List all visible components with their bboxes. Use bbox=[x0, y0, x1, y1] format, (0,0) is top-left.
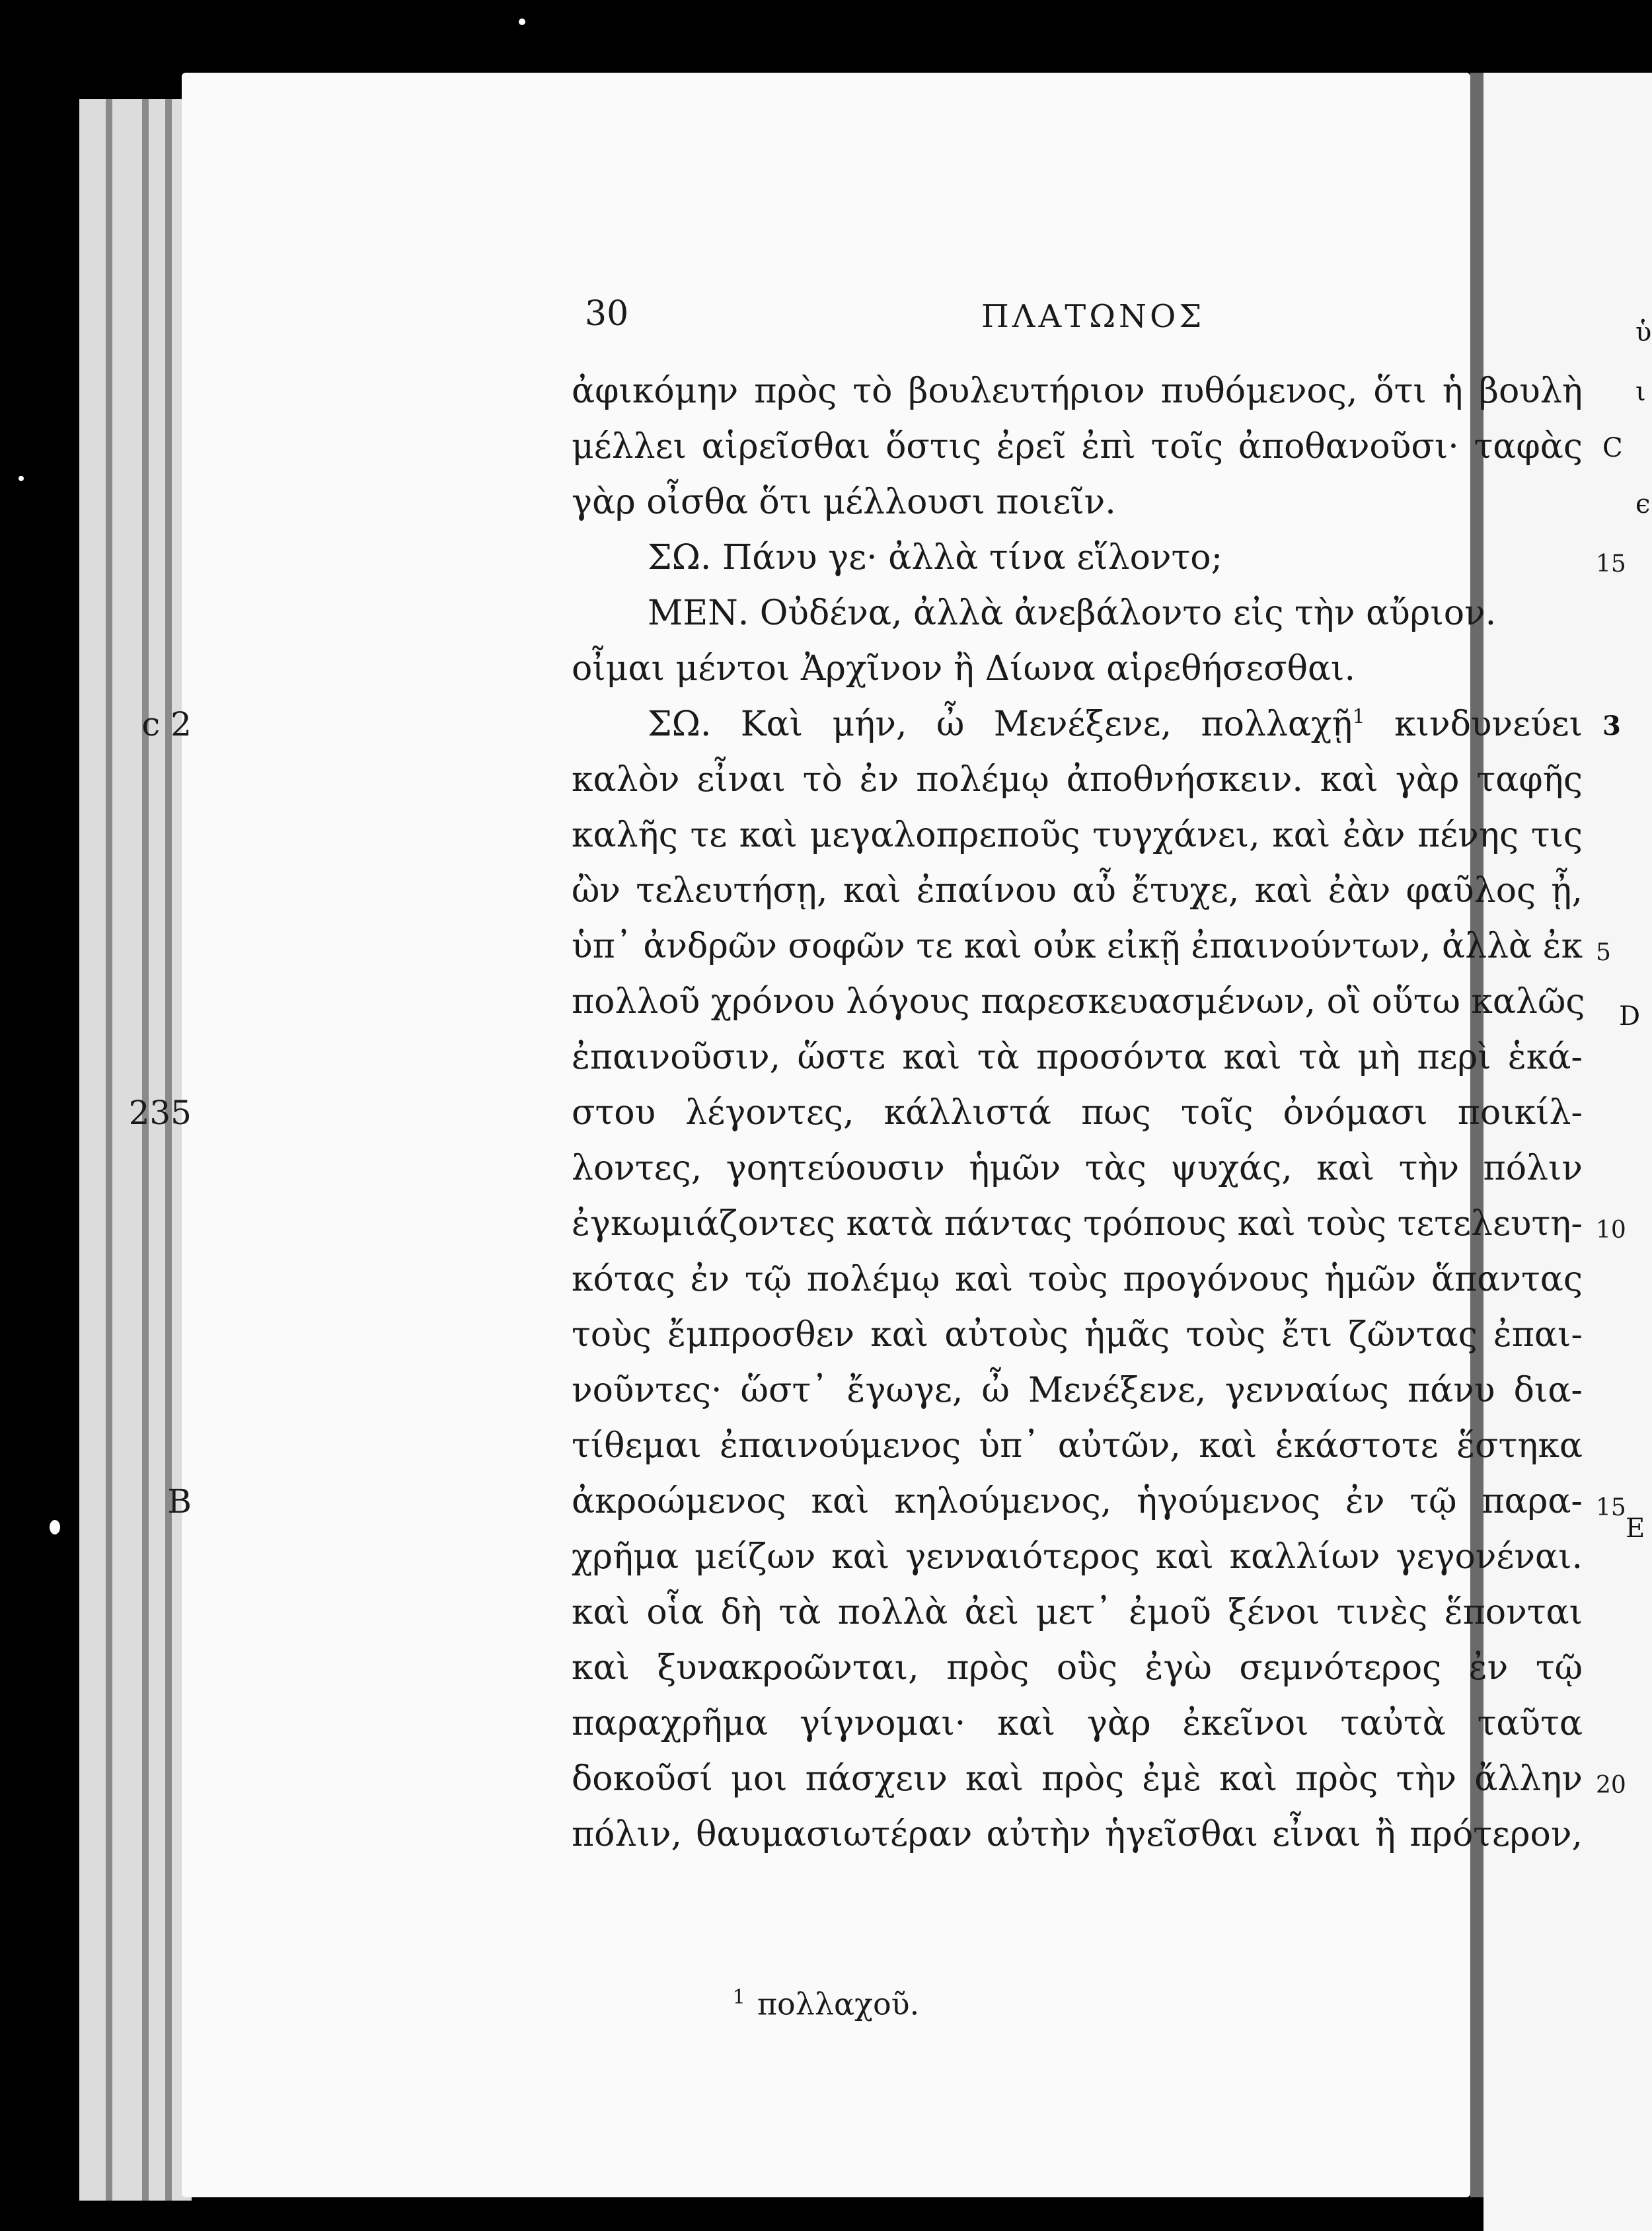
running-head: ΠΛΑΤΩΝΟΣ bbox=[981, 298, 1205, 335]
line-text bbox=[572, 919, 1583, 974]
line-text-main: τοὺς ἔμπροσθεν καὶ αὐτοὺς ἡμᾶς τοὺς ἔτι ζῶντας ἐπαι- bbox=[572, 1315, 1583, 1355]
line-text-main: κότας ἐν τῷ πολέμῳ καὶ τοὺς προγόνους ἡμῶν ἅπαντας bbox=[572, 1260, 1583, 1299]
line-text bbox=[572, 1474, 1583, 1529]
line-text-main: χρῆμα μείζων καὶ γενναιότερος καὶ καλλίων γεγονέναι. bbox=[572, 1537, 1583, 1577]
stephanus-reference: 235 bbox=[128, 1094, 192, 1132]
line-text-main: λοντες, γοητεύουσιν ἡμῶν τὰς ψυχάς, καὶ τὴν πόλιν bbox=[572, 1149, 1583, 1188]
line-text-main: καλῆς τε καὶ μεγαλοπρεποῦς τυγχάνει, καὶ ἐὰν πένης τις bbox=[572, 815, 1583, 855]
facing-page-fragment: ι bbox=[1635, 377, 1646, 407]
line-text bbox=[572, 1196, 1583, 1252]
line-text bbox=[572, 1085, 1583, 1141]
line-text-main: δοκοῦσί μοι πάσχειν καὶ πρὸς ἐμὲ καὶ πρὸς τὴν ἄλλην bbox=[572, 1759, 1583, 1799]
line-text bbox=[572, 1363, 1583, 1418]
line-text-main: ἐπαινοῦσιν, ὥστε καὶ τὰ προσόντα καὶ τὰ μὴ περὶ ἑκά- bbox=[572, 1038, 1583, 1077]
line-number: 20 bbox=[1596, 1772, 1626, 1799]
line-text bbox=[648, 530, 1583, 586]
line-text bbox=[572, 752, 1583, 808]
text-line bbox=[182, 1030, 1583, 1085]
line-text bbox=[572, 1696, 1583, 1751]
line-text bbox=[572, 474, 1583, 530]
facing-page-fragment: ϵ bbox=[1635, 489, 1651, 519]
line-text-main: ἀκροώμενος καὶ κηλούμενος, ἡγούμενος ἐν τῷ παρα- bbox=[572, 1482, 1583, 1521]
line-text bbox=[572, 1252, 1583, 1307]
book-binding bbox=[79, 99, 192, 2201]
line-text bbox=[572, 1807, 1583, 1862]
line-text-main: πόλιν, θαυμασιωτέραν αὐτὴν ἡγεῖσθαι εἶναι ἢ πρότερον, bbox=[572, 1815, 1583, 1854]
text-line bbox=[182, 752, 1583, 808]
footnote-text: πολλαχοῦ. bbox=[757, 1986, 920, 2022]
line-text-main: τίθεμαι ἐπαινούμενος ὑπ᾽ αὐτῶν, καὶ ἑκάστοτε ἕστηκα bbox=[572, 1426, 1583, 1466]
line-text bbox=[572, 1529, 1583, 1585]
line-text-main: μέλλει αἱρεῖσθαι ὅστις ἐρεῖ ἐπὶ τοῖς ἀποθανοῦσι· ταφὰς bbox=[572, 427, 1583, 467]
line-text bbox=[572, 1307, 1583, 1363]
binding-stripe bbox=[106, 99, 112, 2201]
text-line bbox=[182, 474, 1470, 530]
line-text bbox=[572, 1030, 1583, 1085]
page-number: 30 bbox=[585, 294, 629, 334]
line-text-main: πολλοῦ χρόνου λόγους παρεσκευασμένων, οἳ οὕτω καλῶς bbox=[572, 982, 1585, 1022]
footnote-reference: 1 bbox=[1352, 705, 1365, 729]
line-text-main: ὢν τελευτήσῃ, καὶ ἐπαίνου αὖ ἔτυχε, καὶ ἐὰν φαῦλος ᾖ, bbox=[572, 871, 1583, 911]
binding-stripe bbox=[165, 99, 172, 2201]
line-text bbox=[572, 974, 1583, 1030]
text-line bbox=[182, 1640, 1583, 1696]
text-line bbox=[182, 363, 1583, 419]
text-line bbox=[182, 419, 1583, 474]
text-line bbox=[182, 1696, 1583, 1751]
text-line bbox=[182, 1141, 1583, 1196]
text-line bbox=[182, 1196, 1626, 1252]
text-line bbox=[128, 1085, 1583, 1141]
line-text-main: ΣΩ. Καὶ μήν, ὦ Μενέξενε, πολλαχῇ bbox=[648, 704, 1353, 744]
book-page bbox=[128, 73, 1626, 2197]
line-text-main: καλὸν εἶναι τὸ ἐν πολέμῳ ἀποθνήσκειν. καὶ γὰρ ταφῆς bbox=[572, 760, 1583, 800]
line-text-main: ΜΕΝ. Οὐδένα, ἀλλὰ ἀνεβάλοντο εἰς τὴν αὔριον. bbox=[648, 593, 1497, 633]
line-text bbox=[572, 1418, 1583, 1474]
text-line bbox=[182, 586, 1497, 641]
scan-speck bbox=[19, 476, 24, 481]
text-line bbox=[182, 1418, 1583, 1474]
facing-page-fragment: ὑ bbox=[1635, 317, 1652, 348]
line-text bbox=[572, 641, 1583, 697]
text-line bbox=[182, 1751, 1626, 1807]
scan-speck bbox=[519, 19, 525, 25]
text-line bbox=[182, 863, 1583, 919]
line-number: 10 bbox=[1596, 1217, 1626, 1244]
line-text bbox=[572, 1585, 1583, 1640]
text-line bbox=[182, 974, 1585, 1030]
line-text-main: ὑπ᾽ ἀνδρῶν σοφῶν τε καὶ οὐκ εἰκῇ ἐπαινούντων, ἀλλὰ ἐκ bbox=[572, 926, 1583, 966]
text-line bbox=[182, 641, 1470, 697]
text-line bbox=[182, 919, 1611, 974]
line-text-main: ἐγκωμιάζοντες κατὰ πάντας τρόπους καὶ τοὺς τετελευτη- bbox=[572, 1204, 1583, 1244]
line-text bbox=[648, 697, 1583, 752]
facing-page-fragment: E bbox=[1626, 1513, 1645, 1544]
line-number: 15 bbox=[1596, 550, 1626, 578]
line-text-main: ἀφικόμην πρὸς τὸ βουλευτήριον πυθόμενος, ὅτι ἡ βουλὴ bbox=[572, 371, 1583, 411]
line-text-continued: κινδυνεύει bbox=[1365, 704, 1583, 744]
scan-speck bbox=[50, 1520, 60, 1534]
line-text-main: ΣΩ. Πάνυ γε· ἀλλὰ τίνα εἵλοντο; bbox=[648, 538, 1223, 578]
line-text-main: οἶμαι μέντοι Ἀρχῖνον ἢ Δίωνα αἱρεθήσεσθαι. bbox=[572, 649, 1355, 689]
line-text bbox=[648, 586, 1583, 641]
line-text bbox=[572, 419, 1583, 474]
text-line bbox=[182, 1363, 1583, 1418]
footnote-marker: 1 bbox=[732, 1986, 745, 2009]
line-text bbox=[572, 1751, 1583, 1807]
text-line bbox=[182, 808, 1583, 863]
line-text bbox=[572, 1141, 1583, 1196]
line-text bbox=[572, 363, 1583, 419]
line-text bbox=[572, 808, 1583, 863]
line-text bbox=[572, 1640, 1583, 1696]
line-text-main: νοῦντες· ὥστ᾽ ἔγωγε, ὦ Μενέξενε, γενναίως πάνυ δια- bbox=[572, 1371, 1583, 1410]
line-text bbox=[572, 863, 1583, 919]
text-line bbox=[182, 530, 1626, 586]
line-text-main: παραχρῆμα γίγνομαι· καὶ γὰρ ἐκεῖνοι ταὐτὰ ταῦτα bbox=[572, 1704, 1583, 1743]
line-text-main: στου λέγοντες, κάλλιστά πως τοῖς ὀνόμασι ποικίλ- bbox=[572, 1093, 1583, 1133]
text-line bbox=[182, 1529, 1583, 1585]
text-line bbox=[182, 1252, 1583, 1307]
line-number: 5 bbox=[1596, 939, 1611, 966]
text-line bbox=[182, 1307, 1583, 1363]
facing-page-fragment: C bbox=[1602, 433, 1623, 463]
text-line bbox=[182, 1807, 1583, 1862]
facing-page-fragment: D bbox=[1619, 1001, 1641, 1032]
line-number: 15 bbox=[1596, 1494, 1626, 1521]
line-text-main: καὶ ξυνακροῶνται, πρὸς οὓς ἐγὼ σεμνότερος ἐν τῷ bbox=[572, 1648, 1583, 1688]
text-line bbox=[141, 697, 1583, 752]
facing-page-fragment: 3 bbox=[1602, 710, 1621, 741]
text-line bbox=[167, 1474, 1626, 1529]
line-text-main: γὰρ οἶσθα ὅτι μέλλουσι ποιεῖν. bbox=[572, 482, 1116, 522]
line-text-main: καὶ οἷα δὴ τὰ πολλὰ ἀεὶ μετ᾽ ἐμοῦ ξένοι τινὲς ἕπονται bbox=[572, 1593, 1583, 1632]
text-line bbox=[182, 1585, 1583, 1640]
footnote bbox=[182, 1986, 1470, 2022]
page-header bbox=[182, 294, 1470, 347]
stephanus-reference: B bbox=[167, 1482, 192, 1521]
binding-stripe bbox=[142, 99, 149, 2201]
stephanus-reference: c 2 bbox=[141, 705, 192, 743]
